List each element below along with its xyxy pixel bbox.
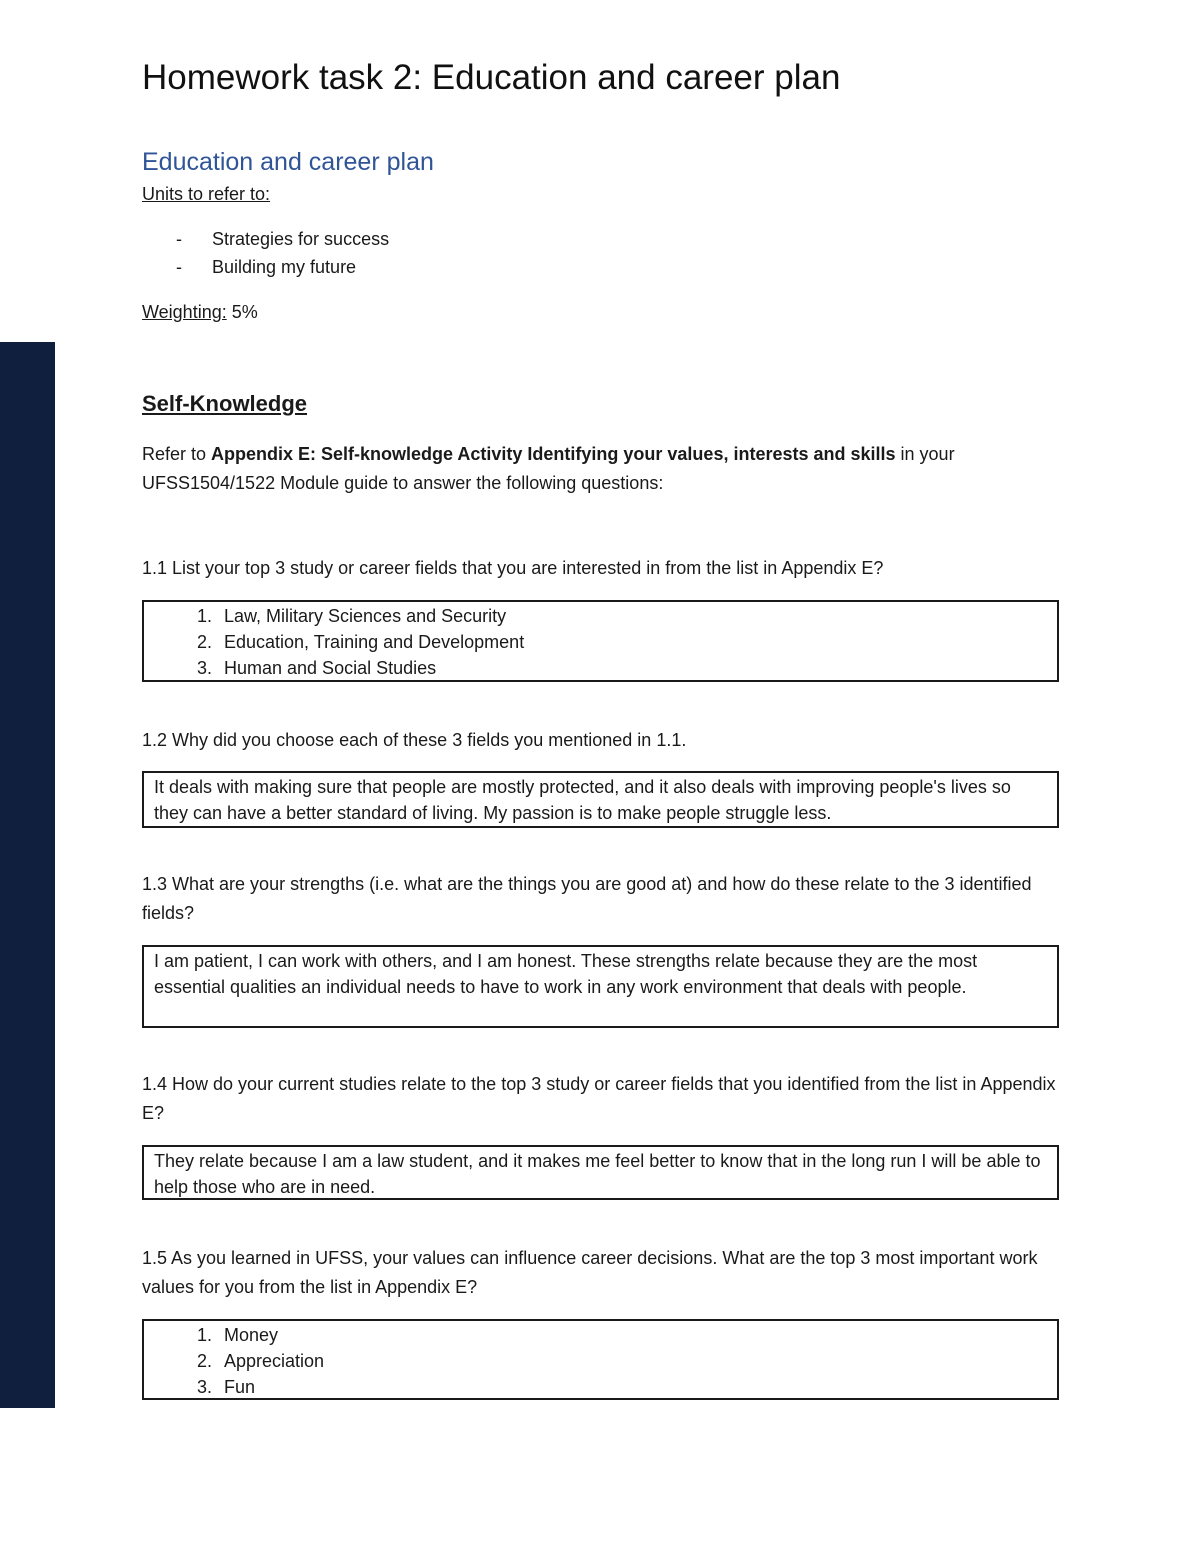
units-label: Units to refer to: bbox=[142, 184, 271, 204]
list-number: 3. bbox=[196, 1377, 212, 1397]
intro-prefix: Refer to bbox=[142, 444, 212, 464]
list-number: 1. bbox=[196, 1325, 212, 1345]
intro-suffix: in your UFSS1504/1522 Module guide to answer the following questions: bbox=[142, 444, 955, 493]
side-accent-bar bbox=[0, 342, 55, 1408]
list-item bbox=[154, 1348, 1047, 1374]
question-1-5: 1.5 As you learned in UFSS, your values can influence career decisions. What are the top 3 most important work values for you from the list in Appendix E? bbox=[142, 1248, 1038, 1297]
answer-list bbox=[154, 603, 1047, 681]
answer-box-1-4: They relate because I am a law student, and it makes me feel better to know that in the long run I will be able to help those who are in need. bbox=[142, 1145, 1059, 1200]
answer-box-1-5 bbox=[142, 1319, 1059, 1400]
list-item bbox=[154, 629, 1047, 655]
list-text: Appreciation bbox=[224, 1351, 325, 1371]
weighting bbox=[142, 302, 258, 323]
section-heading: Education and career plan bbox=[142, 148, 434, 176]
list-bullet: - bbox=[176, 257, 182, 277]
list-item bbox=[142, 228, 389, 256]
list-item bbox=[142, 256, 389, 284]
list-text: Money bbox=[224, 1325, 279, 1345]
list-item bbox=[154, 655, 1047, 681]
list-item bbox=[154, 1374, 1047, 1400]
weighting-value: 5% bbox=[231, 302, 258, 322]
question-1-1: 1.1 List your top 3 study or career fields that you are interested in from the list in Appendix E? bbox=[142, 558, 884, 578]
question-1-3: 1.3 What are your strengths (i.e. what are the things you are good at) and how do these relate to the 3 identified fields? bbox=[142, 874, 1032, 923]
list-text: Law, Military Sciences and Security bbox=[224, 606, 507, 626]
list-text: Human and Social Studies bbox=[224, 658, 437, 678]
intro-appendix-reference: Appendix E: Self-knowledge Activity Identifying your values, interests and skills bbox=[211, 444, 896, 464]
list-text: Fun bbox=[224, 1377, 256, 1397]
unit-text: Building my future bbox=[212, 257, 357, 277]
unit-text: Strategies for success bbox=[212, 229, 390, 249]
intro-paragraph bbox=[142, 440, 1042, 498]
answer-box-1-3: I am patient, I can work with others, and I am honest. These strengths relate because they are the most essential qualities an individual needs to have to work in any work environment that deals with people. bbox=[142, 945, 1059, 1028]
list-bullet: - bbox=[176, 229, 182, 249]
weighting-label: Weighting: bbox=[142, 302, 227, 322]
answer-box-1-2: It deals with making sure that people are mostly protected, and it also deals with improving people's lives so they can have a better standard of living. My passion is to make people struggle less. bbox=[142, 771, 1059, 828]
answer-list bbox=[154, 1322, 1047, 1400]
question-1-4: 1.4 How do your current studies relate to the top 3 study or career fields that you identified from the list in Appendix E? bbox=[142, 1074, 1056, 1123]
list-number: 1. bbox=[196, 606, 212, 626]
question-1-2: 1.2 Why did you choose each of these 3 fields you mentioned in 1.1. bbox=[142, 730, 687, 750]
units-list bbox=[142, 228, 389, 284]
answer-box-1-1 bbox=[142, 600, 1059, 682]
self-knowledge-heading: Self-Knowledge bbox=[142, 391, 308, 416]
list-item bbox=[154, 1322, 1047, 1348]
list-number: 2. bbox=[196, 632, 212, 652]
list-number: 2. bbox=[196, 1351, 212, 1371]
document-title: Homework task 2: Education and career plan bbox=[142, 58, 841, 97]
list-item bbox=[154, 603, 1047, 629]
list-text: Education, Training and Development bbox=[224, 632, 525, 652]
list-number: 3. bbox=[196, 658, 212, 678]
